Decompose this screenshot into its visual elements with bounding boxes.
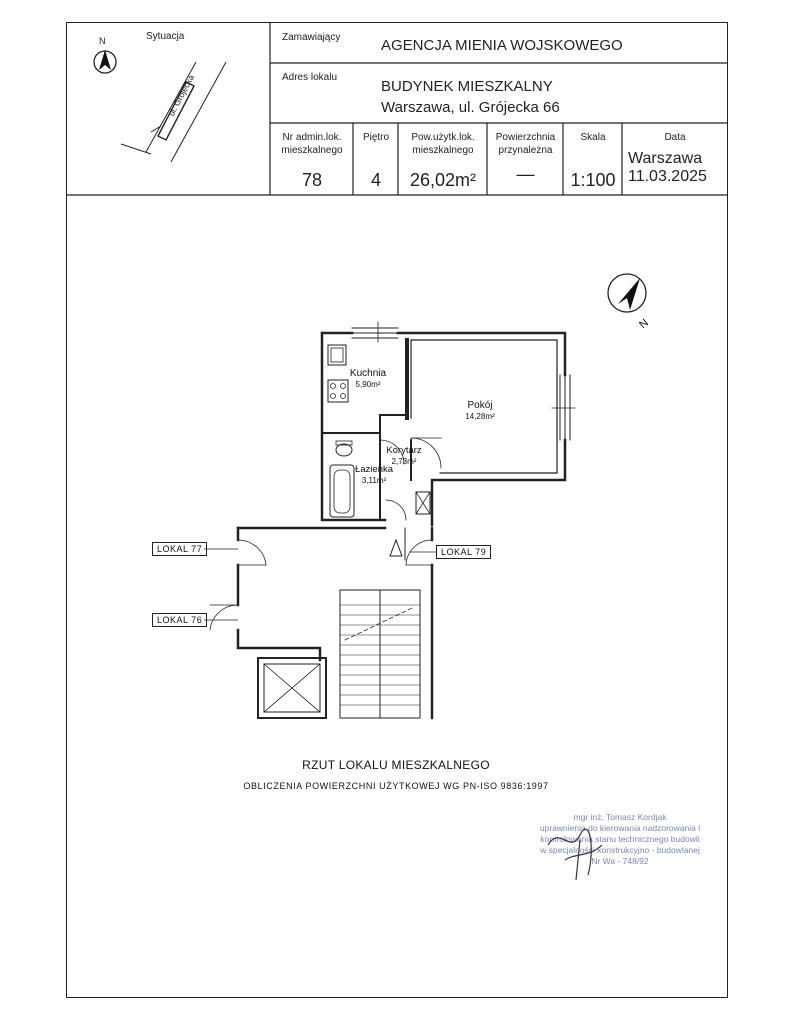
room-kitchen-area: 5,90m²	[355, 380, 381, 389]
col-admin-value: 78	[301, 170, 323, 190]
room-bathroom-name: Łazienka	[354, 464, 394, 475]
room-living-name: Pokój	[467, 400, 493, 411]
address-value: Warszawa, ul. Grójecka 66	[381, 99, 560, 116]
stamp-line-4: w specjalności konstrukcyjno - budowlanej	[540, 845, 700, 855]
stamp-line-2: uprawnienia do kierowania nadzorowania i	[539, 823, 701, 833]
col-appurtenant-label: Powierzchnia przynależna	[495, 132, 556, 156]
neighbour-lokal-77: LOKAL 77	[152, 542, 207, 556]
plan-title: RZUT LOKALU MIESZKALNEGO	[302, 758, 490, 772]
col-floor-label: Piętro	[362, 132, 390, 143]
room-corridor-area: 2,73m²	[391, 457, 417, 466]
neighbour-lokal-76: LOKAL 76	[152, 613, 207, 627]
address-label: Adres lokalu	[282, 72, 338, 83]
col-area-label: Pow.użytk.lok. mieszkalnego	[411, 132, 475, 156]
room-kitchen-name: Kuchnia	[349, 368, 387, 379]
col-appurtenant-value: —	[516, 164, 535, 184]
col-date-label: Data	[664, 132, 686, 143]
room-bathroom-area: 3,11m²	[361, 476, 387, 485]
col-scale-value: 1:100	[570, 170, 616, 190]
building-value: BUDYNEK MIESZKALNY	[381, 78, 553, 95]
plan-north-label: N	[637, 316, 651, 332]
signature-icon	[540, 815, 620, 885]
stamp-line-5: Nr Wa - 748/92	[591, 856, 649, 866]
plan-subtitle: OBLICZENIA POWIERZCHNI UŻYTKOWEJ WG PN-ISO 9836:1997	[243, 781, 549, 791]
col-admin-label: Nr admin.lok. mieszkalnego	[281, 132, 343, 156]
neighbour-lokal-79: LOKAL 79	[436, 545, 491, 559]
situation-north-label: N	[99, 36, 106, 46]
room-corridor-name: Korytarz	[386, 445, 422, 456]
client-label: Zamawiający	[282, 32, 341, 43]
stamp-line-1: mgr inż. Tomasz Kordjak	[573, 812, 667, 822]
col-date-value: Warszawa 11.03.2025	[628, 150, 707, 185]
street-label: ul. Grójecka	[166, 72, 197, 118]
col-scale-label: Skala	[580, 132, 606, 143]
stamp-line-3: kontrolowania stanu technicznego budowli	[540, 834, 700, 844]
situation-label: Sytuacja	[146, 31, 185, 42]
room-living-area: 14,28m²	[465, 412, 495, 421]
client-value: AGENCJA MIENIA WOJSKOWEGO	[381, 37, 623, 54]
col-area-value: 26,02m²	[409, 170, 477, 190]
col-floor-value: 4	[370, 170, 381, 190]
